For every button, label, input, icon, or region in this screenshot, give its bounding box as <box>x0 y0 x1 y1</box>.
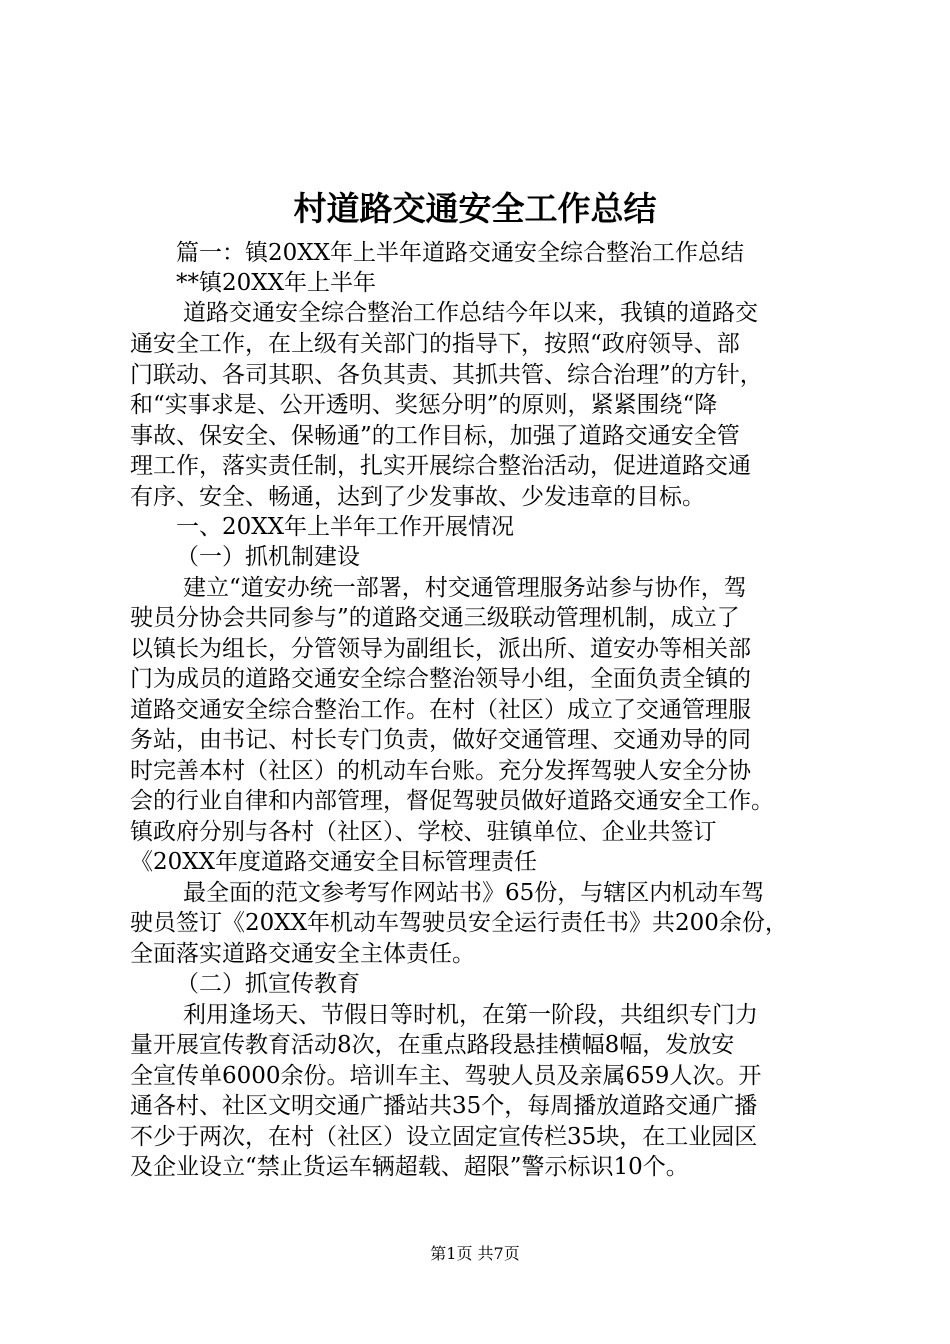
text-line: 门为成员的道路交通安全综合整治领导小组，全面负责全镇的 <box>130 666 751 692</box>
text-line: 时完善本村（社区）的机动车台账。充分发挥驾驶人安全分协 <box>130 758 751 784</box>
text-line: 务站，由书记、村长专门负责，做好交通管理、交通劝导的同 <box>130 727 751 753</box>
text-line: 事故、保安全、保畅通”的工作目标，加强了道路交通安全管 <box>130 423 740 449</box>
text-line: 道路交通安全综合整治工作总结今年以来，我镇的道路交 <box>183 300 758 326</box>
page-footer: 第1页 共7页 <box>430 1244 520 1263</box>
text-line: 会的行业自律和内部管理，督促驾驶员做好道路交通安全工作。 <box>130 788 774 814</box>
text-line: 道路交通安全综合整治工作。在村（社区）成立了交通管理服 <box>130 697 751 723</box>
text-line: 篇一：镇20XX年上半年道路交通安全综合整治工作总结 <box>176 240 745 266</box>
text-line: 门联动、各司其职、各负其责、其抓共管、综合治理”的方针， <box>130 362 763 388</box>
subsection-heading: （一）抓机制建设 <box>176 544 360 570</box>
subsection-heading: （二）抓宣传教育 <box>176 971 360 997</box>
text-line: 镇政府分别与各村（社区）、学校、驻镇单位、企业共签订 <box>130 819 717 845</box>
document-title: 村道路交通安全工作总结 <box>293 189 657 228</box>
text-line: 全宣传单6000余份。培训车主、驾驶人员及亲属659人次。开 <box>130 1063 762 1089</box>
text-line: 量开展宣传教育活动8次，在重点路段悬挂横幅8幅，发放安 <box>130 1032 735 1058</box>
text-line: 驶员签订《20XX年机动车驾驶员安全运行责任书》共200余份， <box>130 910 788 936</box>
text-line: 《20XX年度道路交通安全目标管理责任 <box>130 849 538 875</box>
text-line: **镇20XX年上半年 <box>176 270 377 296</box>
text-line: 全面落实道路交通安全主体责任。 <box>130 941 475 967</box>
section-heading: 一、20XX年上半年工作开展情况 <box>176 514 515 540</box>
text-line: 以镇长为组长，分管领导为副组长，派出所、道安办等相关部 <box>130 636 751 662</box>
text-line: 建立“道安办统一部署，村交通管理服务站参与协作，驾 <box>183 575 747 601</box>
text-line: 通安全工作，在上级有关部门的指导下，按照“政府领导、部 <box>130 331 740 357</box>
text-line: 理工作，落实责任制，扎实开展综合整治活动，促进道路交通 <box>130 453 751 479</box>
text-line: 和“实事求是、公开透明、奖惩分明”的原则，紧紧围绕“降 <box>130 392 718 418</box>
text-line: 通各村、社区文明交通广播站共35个，每周播放道路交通广播 <box>130 1093 758 1119</box>
text-line: 不少于两次，在村（社区）设立固定宣传栏35块，在工业园区 <box>130 1124 758 1150</box>
text-line: 利用逢场天、节假日等时机，在第一阶段，共组织专门力 <box>183 1002 758 1028</box>
text-line: 驶员分协会共同参与”的道路交通三级联动管理机制，成立了 <box>130 605 740 631</box>
text-line: 最全面的范文参考写作网站书》65份，与辖区内机动车驾 <box>183 880 765 906</box>
text-line: 及企业设立“禁止货运车辆超载、超限”警示标识10个。 <box>130 1154 689 1180</box>
text-line: 有序、安全、畅通，达到了少发事故、少发违章的目标。 <box>130 484 705 510</box>
